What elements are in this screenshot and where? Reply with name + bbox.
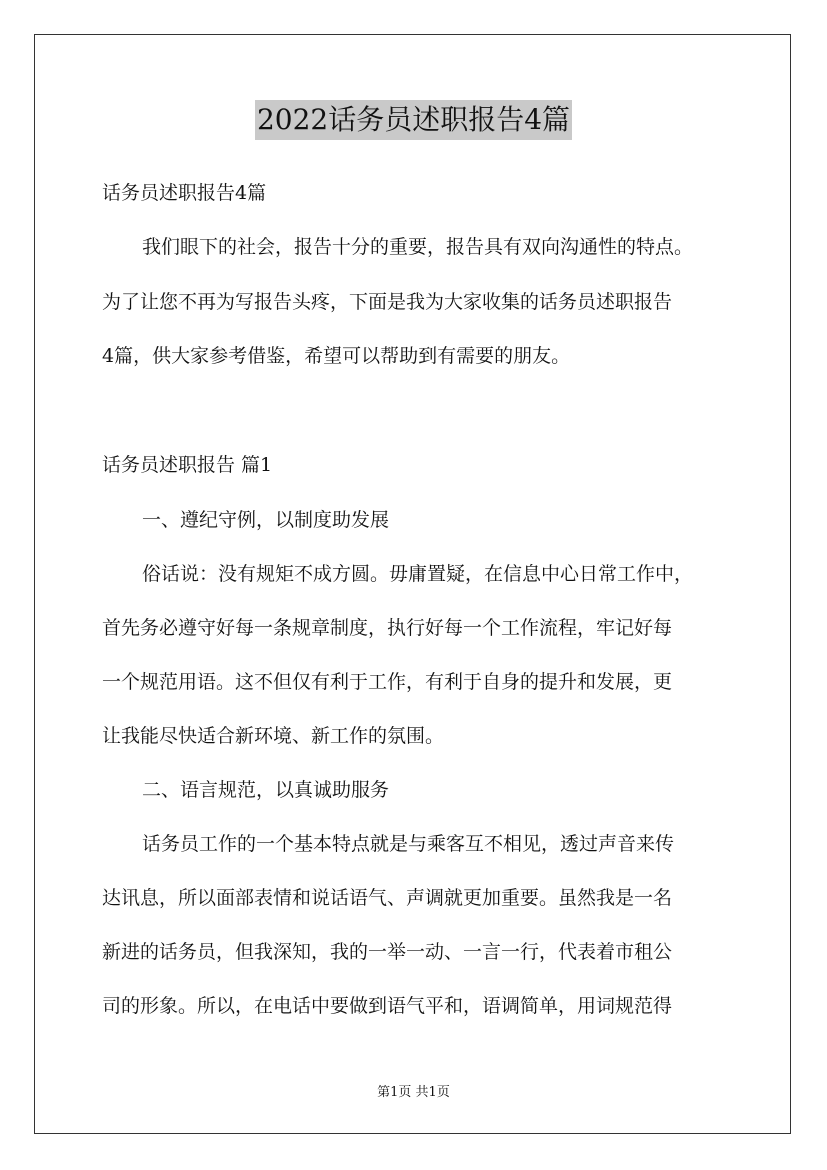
document-title: 2022话务员述职报告4篇 (255, 100, 572, 140)
title-container (0, 100, 827, 140)
part-heading: 二、语言规范，以真诚助服务 (142, 779, 390, 801)
paragraph-line: 首先务必遵守好每一条规章制度，执行好每一个工作流程，牢记好每 (102, 617, 673, 639)
part-heading: 一、遵纪守例，以制度助发展 (142, 509, 390, 531)
paragraph-line: 司的形象。所以，在电话中要做到语气平和，语调简单，用词规范得 (102, 995, 673, 1017)
intro-line: 4篇，供大家参考借鉴，希望可以帮助到有需要的朋友。 (102, 345, 571, 367)
intro-line: 为了让您不再为写报告头疼，下面是我为大家收集的话务员述职报告 (102, 291, 673, 313)
paragraph-line: 俗话说：没有规矩不成方圆。毋庸置疑，在信息中心日常工作中， (142, 563, 694, 585)
document-subtitle: 话务员述职报告4篇 (102, 182, 267, 204)
paragraph-line: 让我能尽快适合新环境、新工作的氛围。 (102, 725, 445, 747)
intro-line: 我们眼下的社会，报告十分的重要，报告具有双向沟通性的特点。 (142, 236, 694, 258)
section-heading: 话务员述职报告 篇1 (102, 454, 273, 476)
paragraph-line: 一个规范用语。这不但仅有利于工作，有利于自身的提升和发展，更 (102, 671, 673, 693)
paragraph-line: 话务员工作的一个基本特点就是与乘客互不相见，透过声音来传 (142, 833, 675, 855)
page-footer: 第1页 共1页 (377, 1085, 450, 1100)
paragraph-line: 达讯息，所以面部表情和说话语气、声调就更加重要。虽然我是一名 (102, 887, 673, 909)
paragraph-line: 新进的话务员，但我深知，我的一举一动、一言一行，代表着市租公 (102, 941, 673, 963)
